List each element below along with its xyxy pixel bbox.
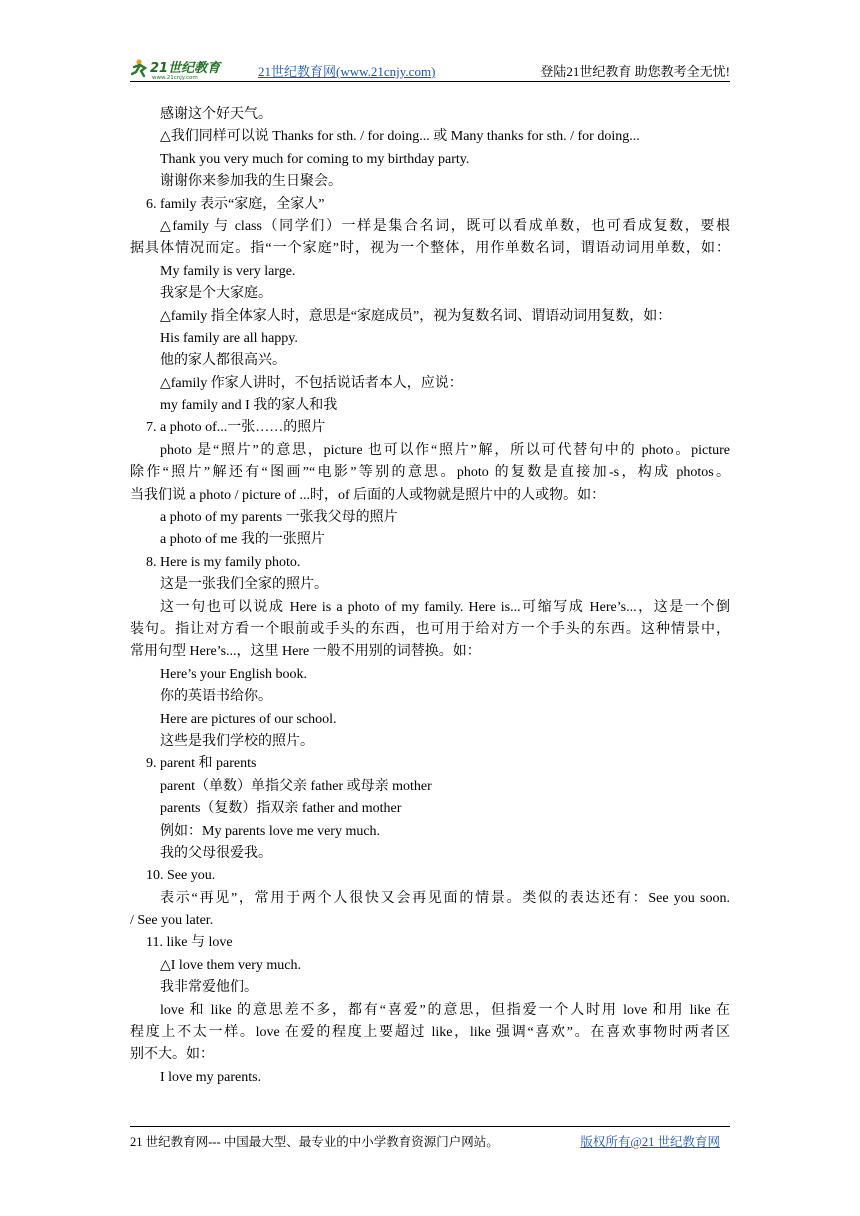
page-header — [130, 58, 730, 82]
text-line: His family are all happy. — [160, 330, 298, 346]
text-line: Thank you very much for coming to my birthday party. — [160, 151, 470, 167]
text-line: my family and I 我的家人和我 — [160, 398, 338, 414]
text-line: △family 作家人讲时，不包括说话者本人，应说： — [160, 375, 463, 391]
text-line: 常用句型 Here’s...，这里 Here 一般不用别的词替换。如： — [130, 644, 481, 660]
text-line: 谢谢你来参加我的生日聚会。 — [160, 174, 342, 190]
runner-logo-icon — [130, 58, 240, 80]
text-line: a photo of my parents 一张我父母的照片 — [160, 510, 398, 526]
text-line: 装句。指让对方看一个眼前或手头的东西，也可用于给对方一个手头的东西。这种情景中， — [130, 621, 730, 637]
text-line: △我们同样可以说 Thanks for sth. / for doing... 或 Many thanks for sth. / for doing... — [160, 129, 640, 145]
text-line: 据具体情况而定。指“一个家庭”时，视为一个整体，用作单数名词，谓语动词用单数，如： — [130, 241, 730, 257]
text-line: 我非常爱他们。 — [160, 980, 258, 996]
text-line: 除作“照片”解还有“图画”“电影”等别的意思。photo 的复数是直接加-s，构成 photos。 — [130, 465, 730, 481]
page-footer — [130, 1132, 730, 1150]
text-line: parents（复数）指双亲 father and mother — [160, 801, 402, 817]
text-line: a photo of me 我的一张照片 — [160, 532, 325, 548]
text-line: 10. See you. — [146, 868, 216, 884]
text-line: 11. like 与 love — [146, 935, 233, 951]
text-line: △family 与 class（同学们）一样是集合名词，既可以看成单数，也可看成复数，要根 — [160, 218, 730, 234]
site-logo — [130, 58, 240, 80]
text-line: 这些是我们学校的照片。 — [160, 733, 314, 749]
header-slogan: 登陆21世纪教育 助您教考全无忧! — [540, 64, 730, 79]
text-line: 这一句也可以说成 Here is a photo of my family. Here is...可缩写成 Here’s...，这是一个倒 — [160, 599, 730, 615]
text-line: 他的家人都很高兴。 — [160, 353, 286, 369]
text-line: 当我们说 a photo / picture of ...时，of 后面的人或物就是照片中的人或物。如： — [130, 487, 606, 503]
text-line: 我家是个大家庭。 — [160, 286, 272, 302]
text-line: I love my parents. — [160, 1069, 262, 1085]
copyright-link[interactable]: 版权所有@21 世纪教育网 — [580, 1135, 720, 1149]
logo-url-text: www.21cnjy.com — [152, 75, 198, 80]
footer-text: 21 世纪教育网--- 中国最大型、最专业的中小学教育资源门户网站。 — [130, 1135, 499, 1149]
site-link[interactable]: 21世纪教育网(www.21cnjy.com) — [258, 64, 436, 79]
text-line: 感谢这个好天气。 — [160, 107, 272, 122]
text-line: 别不大。如： — [130, 1047, 214, 1063]
text-line: 表示“再见”，常用于两个人很快又会再见面的情景。类似的表达还有：See you soon. — [160, 890, 730, 906]
text-line: 程度上不太一样。love 在爱的程度上要超过 like，like 强调“喜欢”。在喜欢事物时两者区 — [130, 1025, 730, 1041]
document-body — [130, 104, 730, 1089]
logo-text: 21世纪教育 — [150, 61, 221, 76]
text-line: △I love them very much. — [160, 957, 302, 973]
text-line: 这是一张我们全家的照片。 — [160, 577, 328, 593]
text-line: Here are pictures of our school. — [160, 711, 337, 727]
text-line: 我的父母很爱我。 — [160, 845, 272, 861]
text-line: My family is very large. — [160, 263, 296, 279]
text-line: 7. a photo of...一张……的照片 — [146, 420, 326, 436]
text-line: Here’s your English book. — [160, 666, 307, 682]
text-line: / See you later. — [130, 913, 214, 929]
text-line: love 和 like 的意思差不多，都有“喜爱”的意思，但指爱一个人时用 love 和用 like 在 — [160, 1002, 730, 1018]
text-line: 例如：My parents love me very much. — [160, 823, 381, 839]
text-line: parent（单数）单指父亲 father 或母亲 mother — [160, 778, 432, 794]
text-line: 你的英语书给你。 — [160, 689, 272, 705]
footer-divider — [130, 1126, 730, 1127]
text-line: 8. Here is my family photo. — [146, 554, 301, 570]
text-line: photo 是“照片”的意思，picture 也可以作“照片”解，所以可代替句中的 photo。picture — [160, 442, 730, 458]
header-divider — [130, 81, 730, 82]
text-line: 9. parent 和 parents — [146, 756, 257, 772]
text-line: △family 指全体家人时，意思是“家庭成员”，视为复数名词、谓语动词用复数，如： — [160, 308, 672, 324]
text-line: 6. family 表示“家庭，全家人” — [146, 196, 325, 212]
